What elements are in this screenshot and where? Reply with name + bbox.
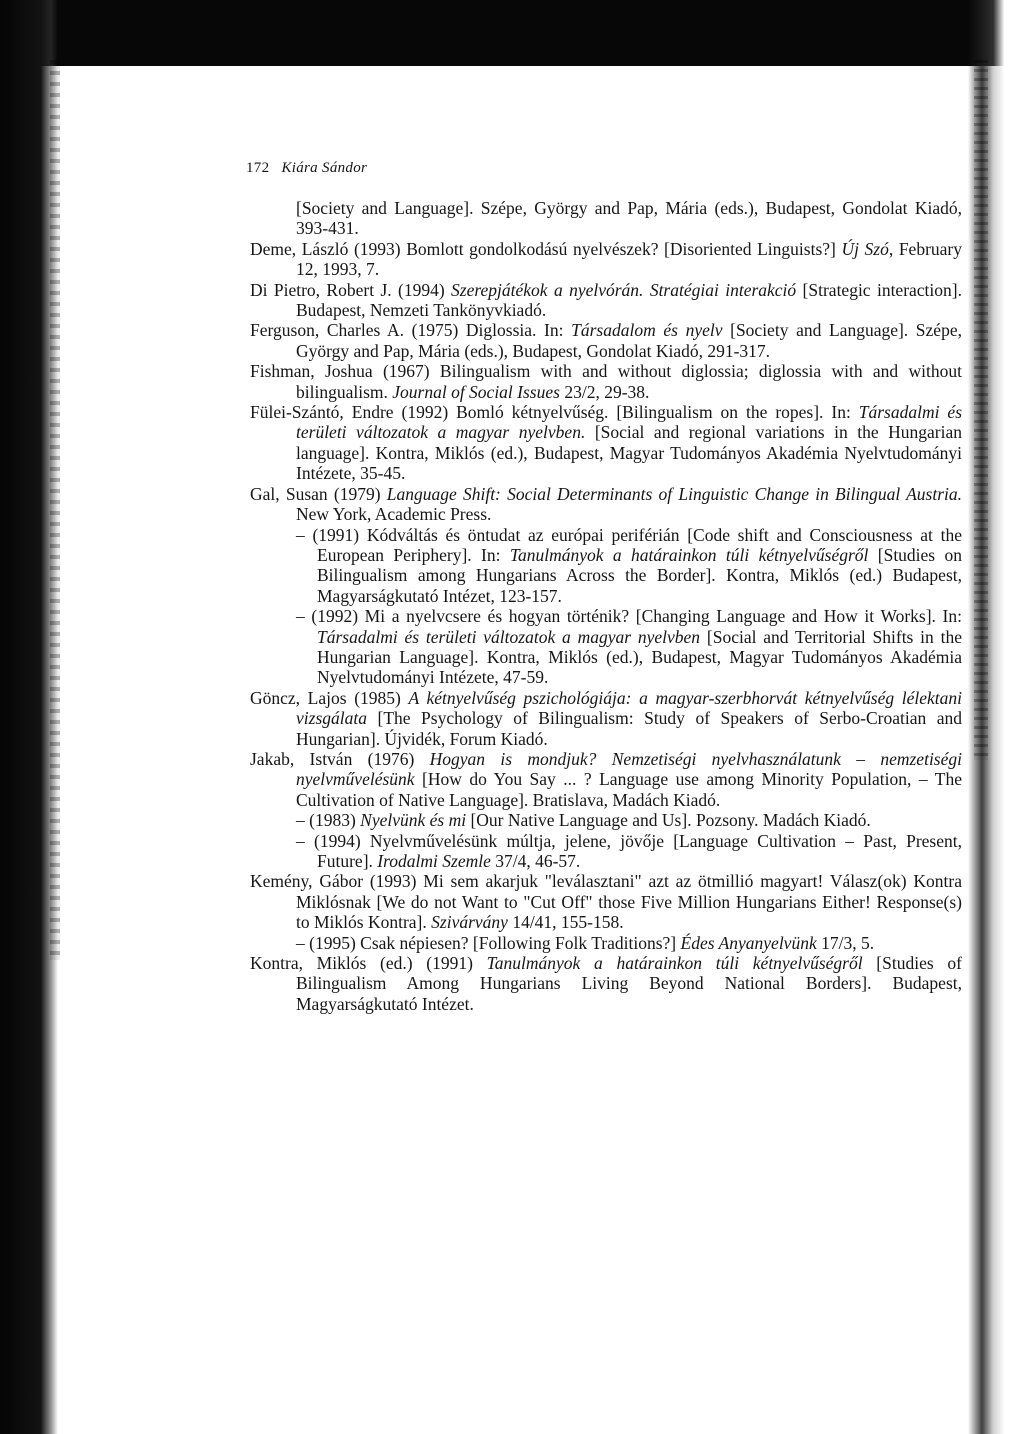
scan-border-top xyxy=(0,0,1024,66)
reference-text: Jakab, István (1976) xyxy=(250,748,430,769)
reference-title: Szerepjátékok a nyelvórán. Stratégiai interakció xyxy=(451,279,797,300)
reference-title: Szivárvány xyxy=(431,912,508,933)
reference-title: Társadalmi és területi változatok a magyar nyelvben. xyxy=(296,402,963,443)
reference-entry xyxy=(250,933,962,953)
reference-title: Új Szó xyxy=(841,238,889,259)
reference-entry xyxy=(250,606,962,688)
reference-text: – (1991) Kódváltás és öntudat az európai periférián [Code shift and Consciousness at the European Periphery]. In: xyxy=(296,524,962,565)
running-head-author: Kiára Sándor xyxy=(281,160,368,176)
reference-title: Tanulmányok a határainkon túli kétnyelvűségről xyxy=(486,953,863,974)
reference-entry xyxy=(250,953,962,1014)
reference-title: A kétnyelvűség pszichológiája: a magyar-szerbhorvát kétnyelvűség lélektani vizsgálata xyxy=(296,687,962,729)
reference-title: Tanulmányok a határainkon túli kétnyelvűségről xyxy=(509,544,869,565)
reference-text: [The Psychology of Bilingualism: Study of Speakers of Serbo-Croatian and Hungarian]. Újvidék, Forum Kiadó. xyxy=(296,708,962,749)
reference-text: – (1983) xyxy=(296,810,361,831)
reference-entry xyxy=(250,525,962,607)
reference-entry xyxy=(250,361,962,402)
reference-text: [Studies on Bilingualism among Hungarians Across the Border]. Kontra, Miklós (ed.) Budapest, Magyarságkutató Intézet, 123-157. xyxy=(317,544,962,606)
reference-text: [Social and Territorial Shifts in the Hungarian Language]. Kontra, Miklós (ed.), Budapest, Magyar Tudományos Akadémia Nyelvtudományi Intézete, 47-59. xyxy=(317,626,962,688)
reference-title: Language Shift: Social Determinants of Linguistic Change in Bilingual Austria. xyxy=(386,483,962,504)
reference-entry xyxy=(250,688,962,749)
reference-text: – (1994) Nyelvművelésünk múltja, jelene, jövője [Language Cultivation – Past, Present, Future]. xyxy=(296,830,962,871)
reference-text: 37/4, 46-57. xyxy=(490,851,581,871)
reference-text: Di Pietro, Robert J. (1994) xyxy=(250,279,452,300)
reference-title: Édes Anyanyelvünk xyxy=(680,932,817,953)
reference-entry xyxy=(250,239,962,280)
reference-text: 14/41, 155-158. xyxy=(507,912,624,933)
reference-text: Fishman, Joshua (1967) Bilingualism with and without diglossia; diglossia with and without bilingualism. xyxy=(250,361,962,402)
reference-text: , February 12, 1993, 7. xyxy=(296,238,962,280)
reference-entry xyxy=(250,831,962,872)
reference-text: Fülei-Szántó, Endre (1992) Bomló kétnyelvűség. [Bilingualism on the ropes]. In: xyxy=(250,402,859,423)
reference-text: [How do You Say ... ? Language use among Minority Population, – The Cultivation of Native Language]. Bratislava, Madách Kiadó. xyxy=(296,769,962,810)
reference-entry xyxy=(250,871,962,932)
reference-entry xyxy=(250,280,962,321)
reference-text: [Social and regional variations in the Hungarian language]. Kontra, Miklós (ed.), Budapest, Magyar Tudományos Akadémia Nyelvtudományi Intézete, 35-45. xyxy=(296,422,962,484)
reference-entry xyxy=(250,320,962,361)
scan-noise-right xyxy=(974,60,988,760)
reference-title: Irodalmi Szemle xyxy=(377,851,491,871)
reference-title: Nyelvünk és mi xyxy=(360,810,467,831)
reference-entry xyxy=(250,198,962,239)
page-number: 172 xyxy=(246,160,270,176)
reference-text: – (1992) Mi a nyelvcsere és hogyan történik? [Changing Language and How it Works]. In: xyxy=(296,606,962,627)
reference-title: Társadalmi és területi változatok a magyar nyelvben xyxy=(317,626,701,647)
reference-text: – (1995) Csak népiesen? [Following Folk Traditions?] xyxy=(296,932,681,953)
reference-list xyxy=(250,198,962,1014)
reference-entry xyxy=(250,749,962,810)
reference-entry xyxy=(250,484,962,525)
scan-noise-left xyxy=(50,60,60,960)
reference-text: 17/3, 5. xyxy=(816,932,875,953)
reference-text: New York, Academic Press. xyxy=(296,504,492,525)
reference-text: [Society and Language]. Szépe, György and Pap, Mária (eds.), Budapest, Gondolat Kiadó, 291-317. xyxy=(296,320,962,361)
reference-text: 23/2, 29-38. xyxy=(559,381,650,402)
reference-text: Ferguson, Charles A. (1975) Diglossia. In: xyxy=(250,320,572,341)
reference-text: Göncz, Lajos (1985) xyxy=(250,687,409,708)
reference-entry xyxy=(250,810,962,830)
reference-entry xyxy=(250,402,962,484)
reference-text: [Strategic interaction]. Budapest, Nemzeti Tankönyvkiadó. xyxy=(296,279,962,321)
reference-text: [Studies of Bilingualism Among Hungarians Living Beyond National Borders]. Budapest, Magyarságkutató Intézet. xyxy=(296,953,962,1014)
reference-text: Kemény, Gábor (1993) Mi sem akarjuk "leválasztani" azt az ötmillió magyart! Válasz(ok) Kontra Miklósnak [We do not Want to "Cut Off" those Five Million Hungarians Either! Response(s) to Miklós Kontra]. xyxy=(250,871,962,933)
reference-title: Társadalom és nyelv xyxy=(571,320,723,341)
reference-text: Kontra, Miklós (ed.) (1991) xyxy=(250,953,487,974)
reference-text: [Our Native Language and Us]. Pozsony. Madách Kiadó. xyxy=(466,810,871,831)
reference-title: Journal of Social Issues xyxy=(392,381,560,402)
reference-text: [Society and Language]. Szépe, György and Pap, Mária (eds.), Budapest, Gondolat Kiadó, 393-431. xyxy=(296,198,962,239)
reference-title: Hogyan is mondjuk? Nemzetiségi nyelvhasználatunk – nemzetiségi nyelvművelésünk xyxy=(296,748,962,790)
reference-text: Gal, Susan (1979) xyxy=(250,483,387,504)
running-head xyxy=(246,160,367,177)
reference-text: Deme, László (1993) Bomlott gondolkodású nyelvészek? [Disoriented Linguists?] xyxy=(250,238,842,259)
